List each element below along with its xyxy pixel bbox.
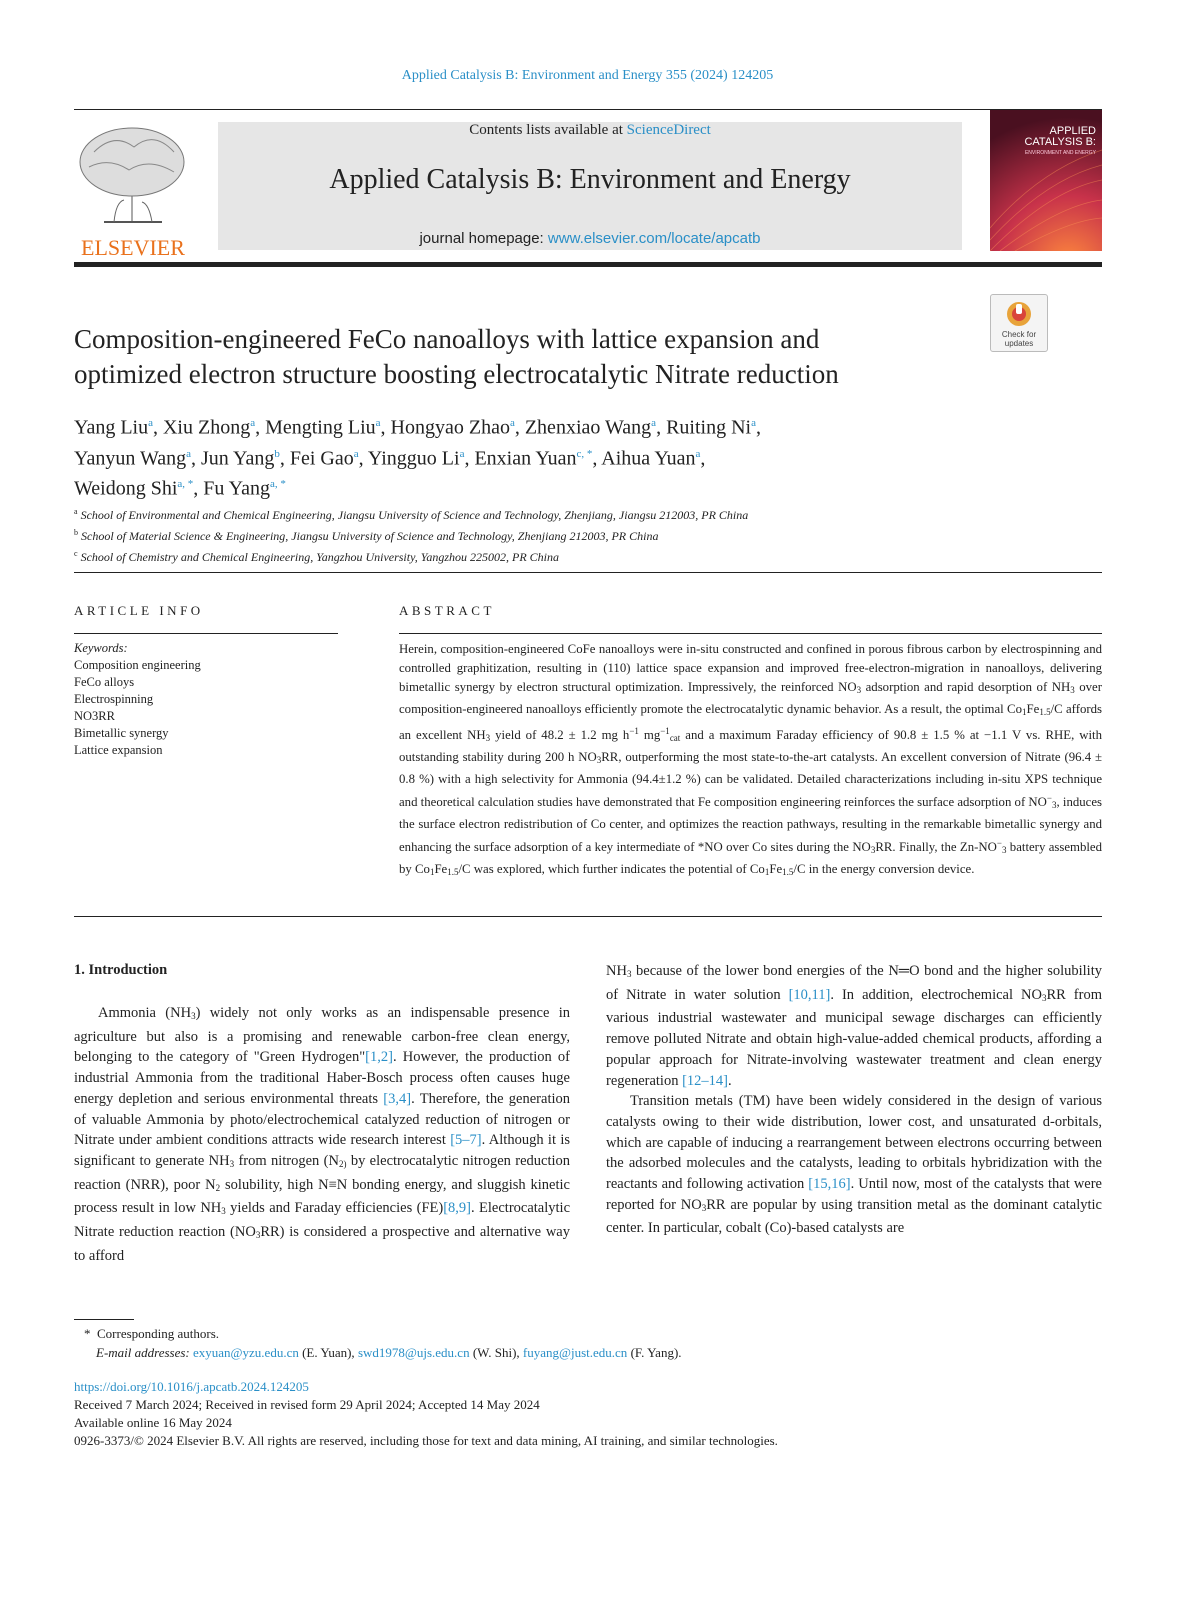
cover-title-line1: APPLIED (1049, 125, 1096, 137)
article-title (74, 322, 974, 392)
corresponding-note: * Corresponding authors. (84, 1326, 220, 1341)
keyword-item: Electrospinning (74, 692, 154, 706)
contents-line (218, 122, 962, 139)
copyright-notice: 0926-3373/© 2024 Elsevier B.V. All rights are reserved, including those for text and data mining, AI training, and similar technologies. (74, 1433, 778, 1448)
abstract-text: Herein, composition-engineered CoFe nanoalloys were in-situ constructed and confined in porous fibrous carbon by electrospinning and controlled graphitization, resulting in (110) lattice space expansion and improved free-electron-migration in nanoalloys, delivering bimetallic synergy by electron structural optimization. Impressively, the reinforced $NO_3$ adsorption and rapid desorption of $NH_3$ over composition-engineered nanoalloys efficiently promote the electrocatalytic dynamic behavior. As a result, the optimal $Co_1Fe_{1.5}/C$ affords an excellent $NH_3$ yield of 48.2 ± 1.2 mg $h^{-1}$ $mg^{-1}_{cat}$ and a maximum Faraday efficiency of 90.8 ± 1.5 % at −1.1 V vs. RHE, with outstanding stability during 200 h $NO_3RR$, outperforming the most state-to-the-art catalysts. An excellent conversion of Nitrate (96.4 ± 0.8 %) with a high selectivity for Ammonia (94.4±1.2 %) can be validated. Detailed characterizations including in-situ XPS technique and theoretical calculation studies have demonstrated that Fe composition engineering reinforces the surface adsorption of $NO^-_3$, induces the surface electron redistribution of Co center, and optimizes the reaction pathways, resulting in the remarkable bimetallic synergy and enhancing the surface adsorption of a key intermediate of *NO over Co sites during the $NO_3RR$. Finally, the $Zn-NO^-_3$ battery assembled by $Co_1Fe_{1.5}/C$ was explored, which further indicates the potential of $Co_1Fe_{1.5}/C$ in the energy conversion device. (399, 642, 1103, 877)
corresponding-text: Corresponding authors. (97, 1326, 220, 1341)
cover-title (1024, 126, 1096, 148)
received-dates: Received 7 March 2024; Received in revised form 29 April 2024; Accepted 14 May 2024 (74, 1397, 540, 1412)
header-thick-rule (74, 262, 1102, 267)
journal-cover-image (990, 110, 1102, 251)
doi-link[interactable]: https://doi.org/10.1016/j.apcatb.2024.124205 (74, 1379, 309, 1394)
abstract-heading: ABSTRACT (399, 603, 495, 618)
footnotes (84, 1324, 682, 1362)
title-line-1: Composition-engineered FeCo nanoalloys with lattice expansion and (74, 324, 820, 354)
author-list: Yang Liu$^a$, Xiu Zhong$^a$, Mengting Liu$^a$, Hongyao Zhao$^a$, Zhenxiao Wang$^a$, Ruiting Ni$^a$, Yanyun Wang$^a$, Jun Yang$^b$, Fei Gao$^a$, Yingguo Li$^a$, Enxian Yuan$^{c, *}$, Aihua Yuan$^a$, Weidong Shi$^{a, *}$, Fu Yang$^{a, *}$ (74, 416, 761, 500)
affil-rule (74, 572, 1102, 573)
affiliation-b: $^b$ School of Material Science & Engineering, Jiangsu University of Science and Technology, Zhenjiang 212003, PR China (74, 528, 659, 543)
sciencedirect-link[interactable]: ScienceDirect (626, 122, 711, 138)
contents-prefix: Contents lists available at (469, 122, 627, 138)
check-updates-label: Check for updates (1001, 330, 1037, 348)
email-owner: (E. Yuan), (302, 1345, 355, 1360)
abstract-bottom-rule (74, 916, 1102, 917)
elsevier-logo (74, 122, 192, 260)
publication-info (74, 1378, 778, 1450)
email-link-yang[interactable]: fuyang@just.edu.cn (522, 1345, 628, 1360)
journal-header-box (218, 122, 962, 250)
introduction-heading: 1. Introduction (74, 962, 168, 978)
intro-column-right: $NH_3$ because of the lower bond energies of the N═O bond and the higher solubility of Nitrate in water solution [10,11]. In addition, electrochemical $NO_3RR$ from various industrial wastewater and municipal sewage discharges can efficiently remove polluted Nitrate and obtain high-value-added chemical products, affording a popular approach for Nitrate-involving wastewater treatment and clean energy regeneration [12–14]. Transition metals (TM) have been widely considered in the design of various catalysts owing to their wide distribution, lower cost, and unsaturated d-orbitals, which are capable of inducing a rearrangement between electrons occurring between the adsorbed molecules and the catalysts, leading to orbitals hybridization with the reactants and following activation [15,16]. Until now, most of the catalysts that were reported for $NO_3RR$ are popular by using transition metal as the dominant catalytic center. In particular, cobalt (Co)-based catalysts are (606, 963, 1102, 1237)
article-info-heading: ARTICLE INFO (74, 603, 204, 618)
affiliation-a-text: School of Environmental and Chemical Engineering, Jiangsu University of Science and Technology, Zhenjiang, Jiangsu 212003, PR China (80, 508, 749, 522)
available-online: Available online 16 May 2024 (74, 1415, 232, 1430)
homepage-prefix: journal homepage: (419, 230, 548, 247)
check-for-updates-button[interactable] (990, 294, 1048, 352)
affiliation-b-text: School of Material Science & Engineering, Jiangsu University of Science and Technology, Zhenjiang 212003, PR China (81, 529, 659, 543)
affiliation-a: $^a$ School of Environmental and Chemical Engineering, Jiangsu University of Science and Technology, Zhenjiang, Jiangsu 212003, PR China (74, 507, 749, 522)
keyword-item: NO3RR (74, 709, 115, 723)
publisher-wordmark: ELSEVIER (81, 235, 185, 260)
affiliations (74, 503, 1102, 566)
keyword-item: Lattice expansion (74, 743, 163, 757)
journal-homepage (218, 230, 962, 247)
affiliation-c: $^c$ School of Chemistry and Chemical Engineering, Yangzhou University, Yangzhou 225002, PR China (74, 549, 560, 564)
keyword-item: Bimetallic synergy (74, 726, 169, 740)
email-owner: (W. Shi), (472, 1345, 520, 1360)
top-rule (74, 109, 1102, 110)
intro-column-left: Ammonia $(NH_3)$ widely not only works as an indispensable presence in agriculture but also is a promising and renewable carbon-free clean energy, belonging to the category of "Green Hydrogen"[1,2]. However, the production of industrial Ammonia from the traditional Haber-Bosch process often causes huge energy depletion and serious environmental threats [3,4]. Therefore, the generation of valuable Ammonia by photo/electrochemical catalyzed reduction of nitrogen or Nitrate under ambient conditions attracts wide research interest [5–7]. Although it is significant to generate $NH_3$ from nitrogen ($N_{2)}$ by electrocatalytic nitrogen reduction reaction (NRR), poor $N_2$ solubility, high N≡N bonding energy, and sluggish kinetic process result in low $NH_3$ yields and Faraday efficiencies (FE)[8,9]. Electrocatalytic Nitrate reduction reaction $(NO_3RR)$ is considered a prospective and alternative way to afford (74, 1005, 571, 1264)
keywords-block (74, 640, 338, 759)
email-line (84, 1343, 682, 1362)
keyword-item: FeCo alloys (74, 675, 135, 689)
email-owner: (F. Yang). (630, 1345, 682, 1360)
cover-subtitle: ENVIRONMENT AND ENERGY (1024, 150, 1096, 156)
footnote-rule (74, 1319, 134, 1320)
email-label: E-mail addresses: (96, 1345, 190, 1360)
article-info-rule (74, 633, 338, 634)
keyword-item: Composition engineering (74, 658, 201, 672)
check-updates-icon (1005, 300, 1033, 328)
affiliation-c-text: School of Chemistry and Chemical Engineering, Yangzhou University, Yangzhou 225002, PR China (80, 550, 560, 564)
abstract-rule (399, 633, 1102, 634)
cover-title-line2: CATALYSIS B: (1024, 136, 1096, 148)
email-link-yuan[interactable]: exyuan@yzu.edu.cn (193, 1345, 299, 1360)
title-line-2: optimized electron structure boosting electrocatalytic Nitrate reduction (74, 359, 839, 389)
journal-name: Applied Catalysis B: Environment and Energy (329, 164, 851, 195)
email-link-shi[interactable]: swd1978@ujs.edu.cn (357, 1345, 470, 1360)
journal-reference[interactable]: Applied Catalysis B: Environment and Energy 355 (2024) 124205 (401, 68, 774, 83)
homepage-link[interactable]: www.elsevier.com/locate/apcatb (547, 230, 761, 247)
tree-icon (74, 122, 192, 230)
keywords-label: Keywords: (74, 641, 128, 655)
